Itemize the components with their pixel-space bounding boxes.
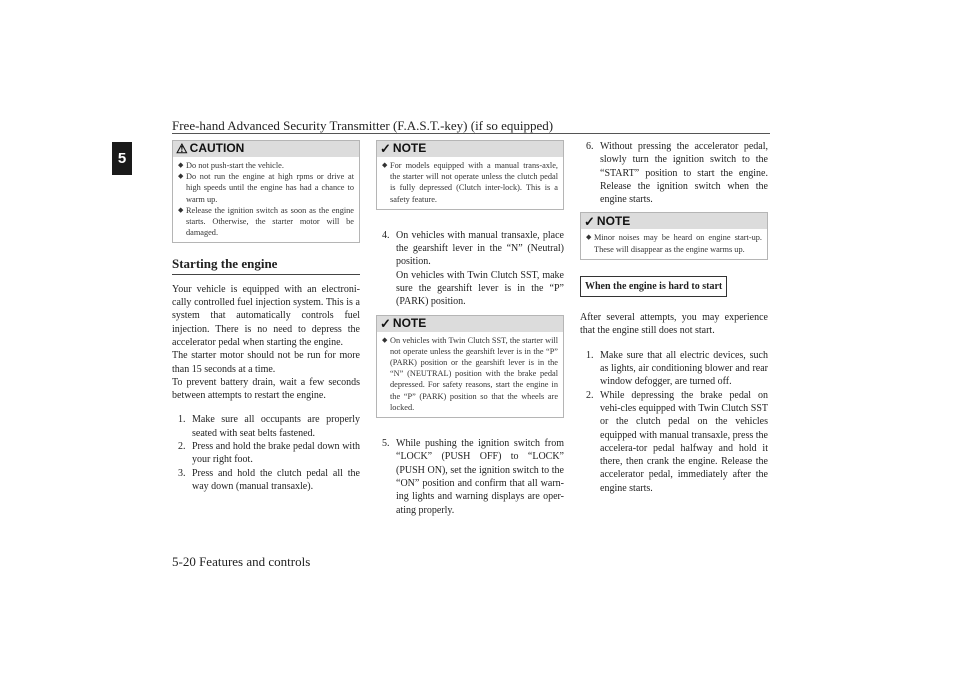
body-paragraph: To prevent battery drain, wait a few seconds between attempts to restart the engine. (172, 376, 360, 402)
note-check-icon: ✓ (380, 315, 391, 331)
bullet-diamond-icon: ◆ (178, 172, 184, 181)
bullet-diamond-icon: ◆ (382, 161, 388, 169)
step-item: 3. Press and hold the clutch pedal all the way down (manual transaxle). (178, 467, 360, 492)
section-title: Starting the engine (172, 257, 360, 274)
step-item: 2. Press and hold the brake pedal down with your right foot. (178, 440, 360, 466)
body-paragraph: After several attempts, you may experience that the engine still does not start. (580, 312, 768, 337)
column-right (580, 140, 768, 495)
list-item: ◆ Minor noises may be heard on engine start-up. These will disappear as the engine warms up. (586, 233, 762, 254)
subsection-title: When the engine is hard to start (580, 276, 727, 297)
step-item: 1. Make sure all occupants are properly seated with seat belts fastened. (178, 414, 360, 439)
caution-box (172, 140, 360, 243)
step-item: 2. While depressing the brake pedal on vehi-cles equipped with Twin Clutch SST or the clutch pedal on the vehicles equipped with manual transaxle, press the accelera-tor pedal halfway and hold it there, then crank the engine. Release the accelerator pedal, immediately after the engine starts. (586, 389, 768, 494)
note-box (580, 212, 768, 259)
bullet-diamond-icon: ◆ (178, 161, 184, 169)
bullet-diamond-icon: ◆ (586, 233, 592, 242)
page-header-title: Free-hand Advanced Security Transmitter (F.A.S.T.-key) (if so equipped) (172, 118, 554, 133)
step-item: 4. On vehicles with manual transaxle, place the gearshift lever in the “N” (Neutral) position. On vehicles with Twin Clutch SST, make sure the gearshift lever is in the “P” (PARK) position. (382, 229, 564, 308)
note-check-icon: ✓ (380, 141, 391, 157)
list-item: ◆ Do not run the engine at high rpms or drive at high speeds until the engine has had a chance to warm up. (178, 172, 354, 204)
body-paragraph: The starter motor should not be run for more than 15 seconds at a time. (172, 350, 360, 375)
bullet-diamond-icon: ◆ (382, 335, 388, 344)
column-left (172, 140, 360, 493)
note-check-icon: ✓ (584, 213, 595, 229)
step-item: 6. Without pressing the accelerator pedal, slowly turn the ignition switch to the “START” position to start the engine. Release the ignition switch when the engine starts. (586, 141, 768, 206)
header-divider (172, 133, 770, 134)
body-paragraph: Your vehicle is equipped with an electroni-cally controlled fuel injection system. This is a system that automatically controls fuel injection. There is no need to depress the accelerator pedal when starting the engine. (172, 283, 360, 348)
note-label: NOTE (596, 213, 631, 228)
list-item: ◆ For models equipped with a manual trans-axle, the starter will not operate unless the clutch pedal is fully depressed (Clutch inter-lock). This is a safety feature. (382, 161, 558, 204)
note-label: NOTE (392, 141, 427, 156)
list-item: ◆ Do not push-start the vehicle. (178, 161, 284, 170)
bullet-diamond-icon: ◆ (178, 205, 184, 214)
page-number-label: 5-20 Features and controls (172, 554, 311, 569)
warning-triangle-icon: ⚠ (176, 141, 188, 157)
note-box (376, 140, 564, 210)
step-item: 5. While pushing the ignition switch from “LOCK” (PUSH OFF) to “LOCK” (PUSH ON), set the ignition switch to the “ON” position and confirm that all warn-ing lights and warning displays are oper-ating properly. (382, 438, 564, 516)
note-box (376, 315, 564, 418)
chapter-tab: 5 (112, 142, 132, 175)
column-middle (376, 140, 564, 517)
caution-label: CAUTION (189, 141, 245, 156)
note-label: NOTE (392, 315, 427, 330)
list-item: ◆ Release the ignition switch as soon as the engine starts. Otherwise, the starter motor will be damaged. (178, 205, 354, 238)
step-item: 1. Make sure that all electric devices, such as lights, air conditioning blower and rear window defogger, are turned off. (586, 349, 768, 388)
list-item: ◆ On vehicles with Twin Clutch SST, the starter will not operate unless the gearshift lever is in the “P” (PARK) position or the gearshift lever is in the “N” (NEUTRAL) position with the brake pedal depressed. For safety reasons, start the engine in the “P” (PARK) position so that the wheels are locked. (382, 335, 558, 412)
